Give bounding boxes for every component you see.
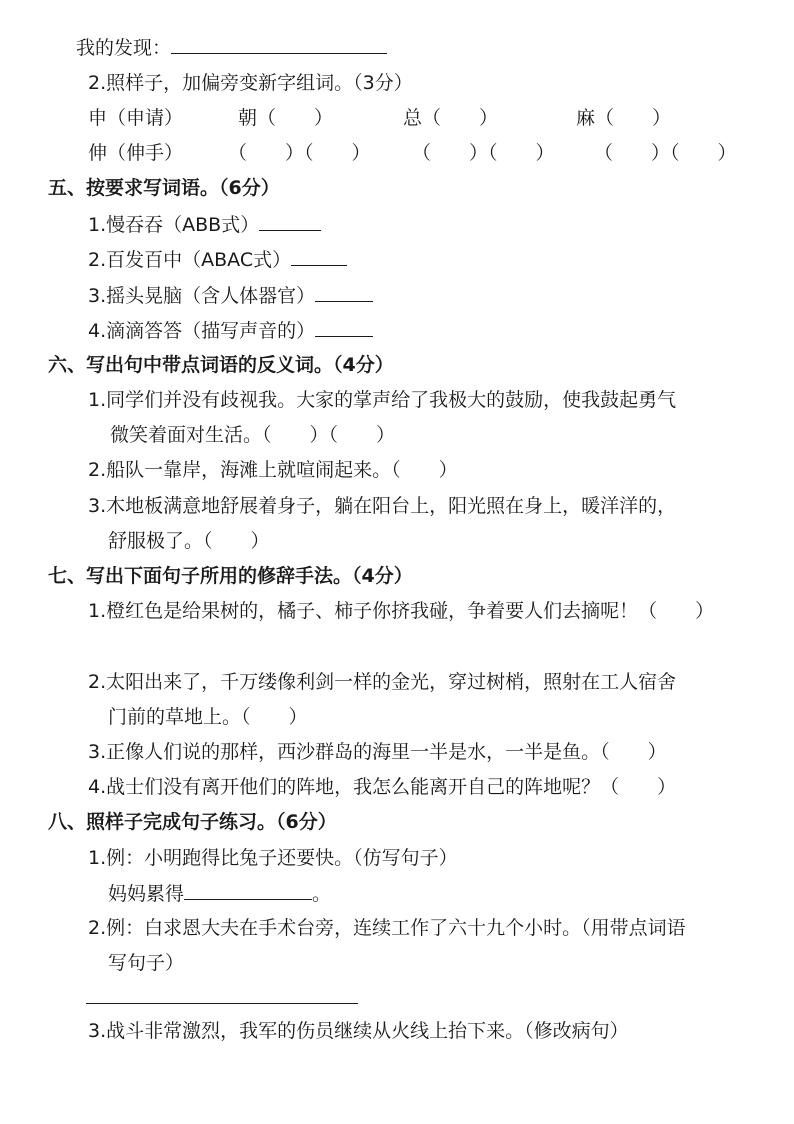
s6-item-3-line-1: 3.木地板满意地舒展着身子，躺在阳台上，阳光照在身上，暖洋洋的， (88, 495, 677, 517)
s5-item-3-text: 3.摇头晃脑（含人体器官） (88, 285, 316, 307)
s8-item-2-line-2: 写句子） (108, 952, 185, 974)
s6-item-1-line-1: 1.同学们并没有歧视我。大家的掌声给了我极大的鼓励，使我鼓起勇气 (88, 389, 677, 411)
s5-item-1 (88, 212, 321, 237)
q2-blanks-ma[interactable]: （ ）（ ） (594, 142, 737, 164)
s5-item-4 (88, 318, 373, 343)
s7-item-2-line-1: 2.太阳出来了，千万缕像利剑一样的金光，穿过树梢，照射在工人宿舍 (88, 671, 677, 693)
q2-example-2: 伸（伸手） (88, 142, 184, 164)
s7-item-1[interactable]: 1.橙红色是给果树的，橘子、柿子你挤我碰，争着要人们去摘呢！（ ） (88, 600, 715, 622)
s8-item-1-suffix: 。 (312, 883, 332, 905)
q2-item-zong[interactable]: 总（ ） (403, 107, 499, 129)
s8-item-2-line-1: 2.例：白求恩大夫在手术台旁，连续工作了六十九个小时。（用带点词语 (88, 917, 686, 939)
s7-item-4[interactable]: 4.战士们没有离开他们的阵地，我怎么能离开自己的阵地呢？（ ） (88, 776, 677, 798)
discovery-label: 我的发现： (76, 37, 172, 59)
discovery-blank[interactable] (171, 35, 387, 54)
q2-item-zhao[interactable]: 朝（ ） (238, 107, 334, 129)
s5-item-3-blank[interactable] (315, 283, 373, 302)
section6-heading: 六、写出句中带点词语的反义词。（4分） (48, 354, 394, 376)
s8-item-1-answer (108, 881, 331, 906)
s5-item-1-text: 1.慢吞吞（ABB式） (88, 214, 260, 236)
discovery-line (76, 35, 387, 60)
s8-item-3: 3.战斗非常激烈，我军的伤员继续从火线上抬下来。（修改病句） (88, 1020, 629, 1042)
s5-item-3 (88, 283, 373, 308)
q2-title: 2.照样子，加偏旁变新字组词。（3分） (88, 72, 413, 94)
s5-item-2-text: 2.百发百中（ABAC式） (88, 249, 292, 271)
s7-item-2-line-2[interactable]: 门前的草地上。（ ） (108, 706, 308, 728)
s6-item-3-line-2[interactable]: 舒服极了。（ ） (108, 530, 270, 552)
q2-blanks-zhao[interactable]: （ ）（ ） (228, 142, 371, 164)
s8-item-1-blank[interactable] (184, 881, 312, 900)
s7-item-3[interactable]: 3.正像人们说的那样，西沙群岛的海里一半是水，一半是鱼。（ ） (88, 741, 667, 763)
s6-item-1-line-2[interactable]: 微笑着面对生活。（ ）（ ） (110, 424, 396, 446)
s5-item-2 (88, 247, 347, 272)
section5-heading: 五、按要求写词语。（6分） (48, 177, 280, 199)
s8-item-2-answer-line[interactable] (86, 1003, 358, 1004)
q2-example-1: 申（申请） (88, 107, 184, 129)
s6-item-2[interactable]: 2.船队一靠岸，海滩上就喧闹起来。（ ） (88, 459, 458, 481)
s5-item-1-blank[interactable] (259, 212, 321, 231)
section7-heading: 七、写出下面句子所用的修辞手法。（4分） (48, 565, 413, 587)
q2-item-ma[interactable]: 麻（ ） (576, 107, 672, 129)
q2-blanks-zong[interactable]: （ ）（ ） (412, 142, 555, 164)
s8-item-1: 1.例：小明跑得比兔子还要快。（仿写句子） (88, 847, 458, 869)
section8-heading: 八、照样子完成句子练习。（6分） (48, 811, 337, 833)
s5-item-2-blank[interactable] (291, 247, 347, 266)
s8-item-1-prefix: 妈妈累得 (108, 883, 185, 905)
s5-item-4-text: 4.滴滴答答（描写声音的） (88, 320, 316, 342)
s5-item-4-blank[interactable] (315, 318, 373, 337)
